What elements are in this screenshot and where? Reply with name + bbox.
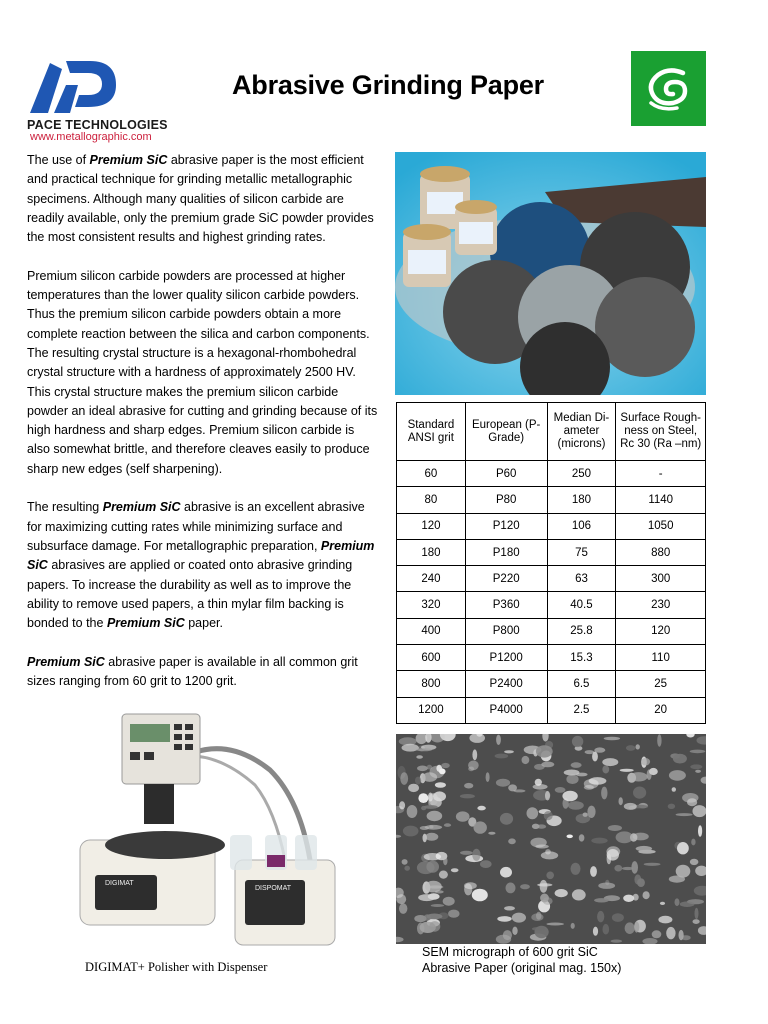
digimat-label: DIGIMAT: [105, 880, 134, 887]
company-url-link[interactable]: www.metallographic.com: [30, 131, 152, 143]
sem-particle: [444, 823, 451, 827]
sem-particle: [602, 758, 618, 766]
table-row: [397, 461, 706, 487]
sem-particle: [624, 803, 637, 810]
sem-particle: [402, 859, 408, 865]
sem-particle: [630, 772, 648, 781]
sem-particle: [417, 766, 428, 772]
table-row: [397, 618, 706, 644]
sem-particle: [589, 777, 607, 785]
table-cell: 15.3: [547, 645, 616, 671]
sem-particle: [690, 764, 702, 769]
sem-particle: [660, 902, 665, 905]
paragraph-3: The resulting Premium SiC abrasive is an excellent abrasive for maximizing cutting rates while minimizing surface and subsurface damage. For metallographic preparation, Premium SiC abrasives are applied or coated onto abrasive grinding papers. To increase the durability as well as to improve the ability to remove used papers, a thin mylar film backing is bonded to the Premium SiC paper.: [27, 500, 375, 631]
polisher-caption: DIGIMAT+ Polisher with Dispenser: [85, 960, 268, 974]
sem-particle: [682, 793, 698, 803]
sem-particle: [691, 839, 695, 846]
table-cell: 250: [547, 461, 616, 487]
table-cell: P80: [465, 487, 547, 513]
sem-particle: [652, 930, 662, 938]
table-cell: 180: [547, 487, 616, 513]
sem-particle: [545, 791, 550, 801]
sem-particle: [460, 794, 475, 798]
table-cell: 230: [616, 592, 706, 618]
sem-particle: [572, 889, 586, 900]
table-row: [397, 592, 706, 618]
table-cell: 110: [616, 645, 706, 671]
table-header-row: [397, 403, 706, 461]
sem-particle: [604, 737, 620, 740]
table-cell: 1140: [616, 487, 706, 513]
sem-particle: [555, 889, 568, 897]
sem-particle: [602, 765, 609, 773]
header-surface-roughness: Surface Rough-ness on Steel, Rc 30 (Ra –nm): [616, 403, 706, 461]
table-cell: P120: [465, 513, 547, 539]
sem-particle: [396, 894, 406, 904]
sem-particle: [425, 881, 442, 893]
sem-particle: [636, 744, 640, 749]
sem-particle: [456, 811, 470, 821]
sem-particle: [571, 923, 575, 929]
sem-particle: [593, 927, 598, 936]
sem-particle: [424, 853, 441, 860]
sem-particle: [634, 922, 639, 933]
sem-particle: [634, 874, 641, 884]
header-european-grade: European (P-Grade): [465, 403, 547, 461]
sem-particle: [443, 857, 447, 865]
sem-particle: [426, 861, 439, 873]
polisher-photo: [70, 710, 355, 955]
sem-particle: [672, 787, 676, 792]
sem-particle: [647, 769, 652, 780]
table-cell: 180: [397, 539, 466, 565]
sem-particle: [641, 758, 650, 765]
sem-particle: [571, 762, 582, 768]
table-cell: 75: [547, 539, 616, 565]
sem-particle: [504, 750, 514, 753]
sem-particle: [669, 770, 686, 781]
sem-particle: [631, 861, 638, 874]
sem-particle: [468, 761, 479, 771]
table-row: [397, 566, 706, 592]
table-row: [397, 697, 706, 723]
sem-particle: [675, 898, 680, 906]
sem-particle: [633, 787, 646, 799]
sem-particle: [429, 825, 433, 828]
sem-particle: [676, 813, 693, 816]
sem-particle: [576, 773, 588, 777]
paragraph-2: Premium silicon carbide powders are processed at higher temperatures than the lower quality silicon carbide powders. Thus the premium silicon carbide powders obtain a more complete reaction between the silica and carbon components. The resulting crystal structure is a hexagonal-rhombohedral crystal structure with a hardness of approximately 2500 HV. This crystal structure makes the premium silicon carbide powder an ideal abrasive for cutting and grinding because of its high hardness and sharp edges. Premium silicon carbide is also somewhat brittle, and therefore cleaves easily to produce sharp new edges (self sharpening).: [27, 268, 378, 476]
sem-particle: [536, 912, 541, 920]
sem-particle: [590, 866, 597, 877]
sem-particle: [439, 871, 448, 879]
sem-particle: [402, 744, 419, 752]
sem-particle: [544, 811, 553, 820]
table-cell: 120: [397, 513, 466, 539]
sem-particle: [451, 868, 459, 872]
sem-particle: [546, 923, 564, 926]
sem-particle: [673, 754, 687, 764]
table-row: [397, 487, 706, 513]
sem-micrograph-image: [396, 734, 706, 944]
sem-particle: [512, 913, 526, 923]
table-cell: 63: [547, 566, 616, 592]
sem-particle: [508, 838, 516, 844]
table-cell: 800: [397, 671, 466, 697]
sem-particle: [633, 894, 639, 901]
sem-particle: [427, 811, 443, 821]
sem-particle: [540, 894, 549, 903]
sem-particle: [619, 797, 623, 805]
sem-particle: [477, 806, 485, 811]
sem-particle: [572, 736, 583, 747]
table-cell: P180: [465, 539, 547, 565]
sem-particle: [436, 765, 442, 772]
sem-particle: [429, 921, 440, 932]
sem-particle: [592, 752, 598, 762]
sem-particle: [612, 913, 624, 922]
sem-particle: [567, 835, 573, 839]
sem-particle: [464, 882, 477, 889]
sem-particle: [616, 831, 633, 843]
header-ansi-grit: Standard ANSI grit: [397, 403, 466, 461]
table-cell: 80: [397, 487, 466, 513]
table-cell: 2.5: [547, 697, 616, 723]
sem-particle: [537, 824, 546, 828]
table-cell: 600: [397, 645, 466, 671]
sem-particle: [474, 821, 487, 833]
paragraph-4: Premium SiC abrasive paper is available in all common grit sizes ranging from 60 grit to 1200 grit.: [27, 654, 358, 689]
table-cell: P1200: [465, 645, 547, 671]
sem-particle: [695, 908, 699, 919]
product-photo: [395, 152, 706, 395]
sem-particle: [676, 865, 691, 878]
sem-particle: [536, 745, 553, 757]
table-cell: 20: [616, 697, 706, 723]
sem-particle: [480, 860, 492, 868]
sem-particle: [424, 805, 438, 809]
table-cell: 60: [397, 461, 466, 487]
sem-particle: [591, 838, 607, 844]
sem-particle: [658, 916, 672, 924]
body-text: [27, 151, 379, 711]
sem-particle: [496, 735, 501, 745]
sem-particle: [486, 772, 490, 782]
pace-logo-icon: [28, 55, 118, 115]
sem-particle: [668, 804, 675, 809]
sem-particle: [426, 914, 442, 920]
sem-particle: [636, 846, 652, 851]
sem-particle: [460, 851, 473, 855]
sem-particle: [657, 734, 661, 746]
sem-particle: [579, 834, 585, 841]
sem-particle: [562, 791, 577, 802]
table-cell: 1200: [397, 697, 466, 723]
table-row: [397, 539, 706, 565]
sem-particle: [520, 884, 530, 889]
sem-particle: [522, 756, 530, 764]
sem-particle: [443, 897, 455, 906]
sem-particle: [504, 906, 515, 910]
sem-particle: [541, 762, 554, 768]
table-cell: P4000: [465, 697, 547, 723]
sem-particle: [431, 904, 444, 907]
table-cell: 25.8: [547, 618, 616, 644]
sem-particle: [693, 805, 707, 817]
sem-particle: [623, 895, 634, 902]
sem-particle: [420, 826, 429, 830]
sem-particle: [535, 779, 542, 786]
table-cell: 40.5: [547, 592, 616, 618]
sem-particle: [464, 783, 473, 789]
sem-particle: [399, 903, 407, 914]
table-cell: 120: [616, 618, 706, 644]
sem-particle: [415, 777, 421, 785]
table-cell: P800: [465, 618, 547, 644]
sem-particle: [541, 851, 558, 859]
table-row: [397, 671, 706, 697]
sem-particle: [643, 891, 650, 899]
sem-particle: [633, 833, 649, 841]
sem-particle: [597, 911, 604, 922]
sem-particle: [607, 849, 619, 861]
sem-particle: [532, 927, 545, 931]
sem-particle: [508, 784, 517, 791]
sem-particle: [500, 867, 512, 878]
sem-particle: [608, 825, 622, 831]
sem-particle: [601, 787, 607, 800]
green-swirl-icon: [631, 51, 706, 126]
sem-particle: [698, 825, 702, 837]
sem-particle: [416, 748, 432, 751]
sem-particle: [404, 866, 410, 871]
sem-particle: [441, 763, 450, 768]
company-name: PACE TECHNOLOGIES: [27, 118, 168, 132]
sem-particle: [690, 750, 706, 754]
sem-particle: [677, 842, 689, 854]
sem-particle: [399, 801, 405, 809]
table-cell: 1050: [616, 513, 706, 539]
sem-particle: [614, 865, 622, 872]
sem-particle: [500, 813, 513, 825]
sem-particle: [503, 930, 512, 940]
table-cell: -: [616, 461, 706, 487]
table-cell: 320: [397, 592, 466, 618]
sem-particle: [681, 935, 691, 940]
sem-particle: [497, 916, 511, 922]
sem-particle: [535, 845, 548, 849]
sem-particle: [680, 901, 695, 907]
table-row: [397, 645, 706, 671]
sem-particle: [644, 863, 661, 866]
sem-particle: [428, 893, 440, 899]
sem-particle: [506, 883, 516, 894]
sem-particle: [428, 793, 433, 802]
sem-caption: [422, 945, 712, 976]
sem-particle: [666, 927, 675, 939]
sem-particle: [425, 833, 438, 841]
sem-particle: [418, 793, 428, 803]
sem-particle: [594, 898, 609, 902]
sem-particle: [626, 745, 636, 751]
table-cell: P360: [465, 592, 547, 618]
sem-particle: [448, 910, 459, 918]
sem-caption-line-1: SEM micrograph of 600 grit SiC: [422, 945, 598, 959]
sem-particle: [555, 787, 566, 793]
sem-particle: [472, 749, 477, 760]
sem-particle: [695, 770, 701, 773]
table-cell: 106: [547, 513, 616, 539]
table-cell: 400: [397, 618, 466, 644]
page-title: Abrasive Grinding Paper: [232, 70, 544, 100]
table-cell: 6.5: [547, 671, 616, 697]
table-cell: 240: [397, 566, 466, 592]
sem-particle: [416, 755, 423, 759]
sem-particle: [690, 859, 699, 865]
sem-particle: [527, 807, 539, 819]
table-row: [397, 513, 706, 539]
sem-particle: [408, 784, 419, 792]
table-cell: P2400: [465, 671, 547, 697]
sem-caption-line-2: Abrasive Paper (original mag. 150x): [422, 960, 622, 975]
sem-particle: [512, 927, 517, 935]
table-cell: P60: [465, 461, 547, 487]
header-median-diameter: Median Di-ameter (microns): [547, 403, 616, 461]
sem-particle: [472, 849, 480, 861]
sem-particle: [495, 754, 509, 759]
grit-specification-table: [396, 402, 706, 724]
sem-particle: [546, 872, 554, 880]
sem-particle: [583, 813, 588, 817]
sem-particle: [407, 805, 418, 818]
sem-particle: [496, 779, 510, 787]
sem-particle: [598, 883, 615, 889]
sem-particle: [400, 772, 408, 785]
sem-particle: [611, 940, 623, 943]
table-cell: 25: [616, 671, 706, 697]
sem-particle: [488, 832, 495, 835]
sem-particle: [625, 922, 635, 934]
sem-particle: [587, 806, 595, 818]
sem-particle: [472, 889, 488, 902]
sem-particle: [537, 883, 552, 886]
sem-particle: [568, 801, 584, 810]
sem-particle: [603, 924, 610, 935]
sem-particle: [571, 863, 581, 875]
sem-particle: [403, 826, 419, 837]
sem-particle: [433, 791, 446, 801]
sem-particle: [620, 769, 634, 772]
sem-particle: [566, 774, 578, 784]
table-cell: 880: [616, 539, 706, 565]
dispomat-label: DISPOMAT: [255, 885, 292, 892]
sem-particle: [693, 919, 700, 924]
paragraph-1: The use of Premium SiC abrasive paper is the most efficient and practical technique for grinding metallic metallographic specimens. Although many qualities of silicon carbide are readily available, only the premium grade SiC powder provides the most consistent results and highest grinding rates.: [27, 153, 374, 245]
table-cell: 300: [616, 566, 706, 592]
sem-particle: [435, 782, 446, 788]
table-cell: P220: [465, 566, 547, 592]
